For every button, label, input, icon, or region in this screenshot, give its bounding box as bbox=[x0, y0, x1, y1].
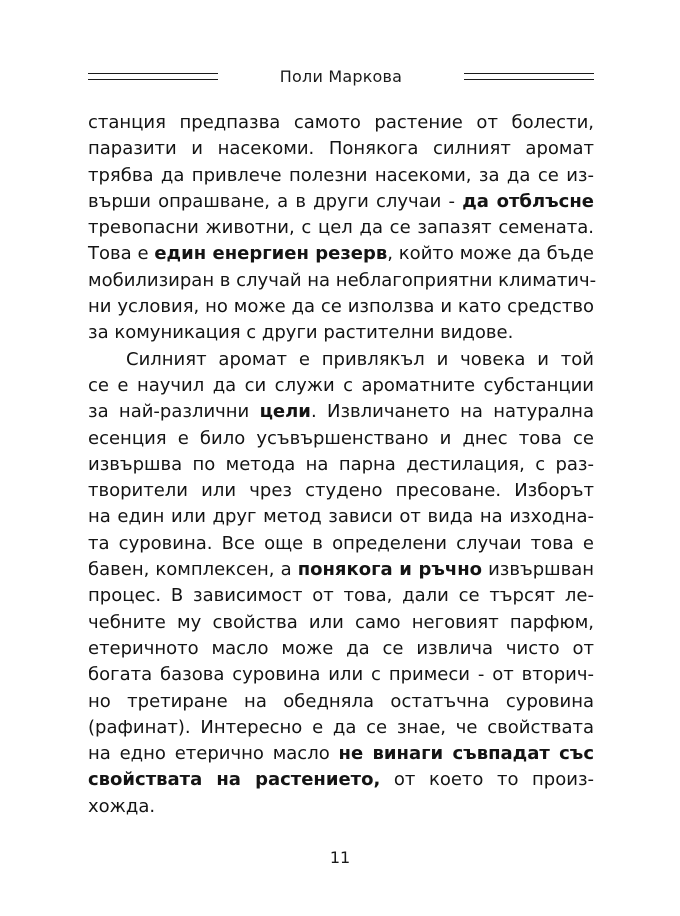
text-line: есенция е било усъвършенствано и днес това се bbox=[88, 427, 594, 449]
text-line: на един или друг метод зависи от вида на изходна- bbox=[88, 506, 594, 528]
page-number: 11 bbox=[329, 848, 351, 867]
header-rule-left bbox=[88, 73, 218, 80]
text-line: (рафинат). Интересно е да се знае, че свойствата bbox=[88, 716, 594, 738]
emphasis: свойствата на растението, bbox=[88, 769, 381, 791]
body-text bbox=[88, 110, 597, 820]
text-line: за най-различни цели. Извличането на натурална bbox=[88, 401, 594, 423]
text-line: Това е един енергиен резерв, който може да бъде bbox=[88, 243, 595, 265]
author-name: Поли Маркова bbox=[279, 66, 403, 86]
running-header bbox=[88, 62, 594, 90]
text-line: извършва по метода на парна дестилация, с раз- bbox=[88, 453, 594, 475]
emphasis: да отблъсне bbox=[462, 190, 594, 212]
text-line: бавен, комплексен, а понякога и ръчно извършван bbox=[88, 559, 594, 581]
emphasis: един енергиен резерв bbox=[154, 243, 388, 265]
text-line: тревопасни животни, с цел да се запазят семената. bbox=[88, 217, 594, 239]
text-line: на едно етерично масло не винаги съвпадат със bbox=[88, 743, 595, 765]
text-line: върши опрашване, а в други случаи - да отблъсне bbox=[88, 190, 594, 212]
text-line: Силният аромат е привлякъл и човека и той bbox=[126, 348, 594, 370]
text-line: ни условия, но може да се използва и като средство bbox=[88, 296, 594, 318]
text-line: се е научил да си служи с ароматните субстанции bbox=[88, 374, 594, 396]
text-line: творители или чрез студено пресоване. Изборът bbox=[88, 480, 594, 502]
text-line: за комуникация с други растителни видове. bbox=[88, 322, 514, 344]
text-line: мобилизиран в случай на неблагоприятни климатич- bbox=[88, 269, 597, 291]
text-line: чебните му свойства или само неговият парфюм, bbox=[88, 611, 594, 633]
emphasis: не винаги съвпадат със bbox=[338, 743, 595, 765]
text-line: паразити и насекоми. Понякога силният аромат bbox=[88, 138, 594, 160]
text-line: станция предпазва самото растение от болести, bbox=[88, 112, 594, 133]
text-line: процес. В зависимост от това, дали се търсят ле- bbox=[88, 585, 594, 607]
text-line: хожда. bbox=[88, 795, 156, 817]
text-line: свойствата на растението, от което то произ- bbox=[88, 769, 595, 791]
text-line: та суровина. Все още в определени случаи това е bbox=[88, 532, 594, 554]
text-line: етеричното масло може да се извлича чисто от bbox=[88, 637, 594, 659]
emphasis: цели bbox=[259, 401, 311, 423]
text-line: но третиране на обедняла остатъчна суровина bbox=[88, 690, 594, 712]
emphasis: понякога и ръчно bbox=[297, 559, 483, 581]
text-line: богата базова суровина или с примеси - от вторич- bbox=[88, 664, 594, 686]
text-line: трябва да привлече полезни насекоми, за да се из- bbox=[88, 164, 594, 186]
header-rule-right bbox=[464, 73, 594, 80]
